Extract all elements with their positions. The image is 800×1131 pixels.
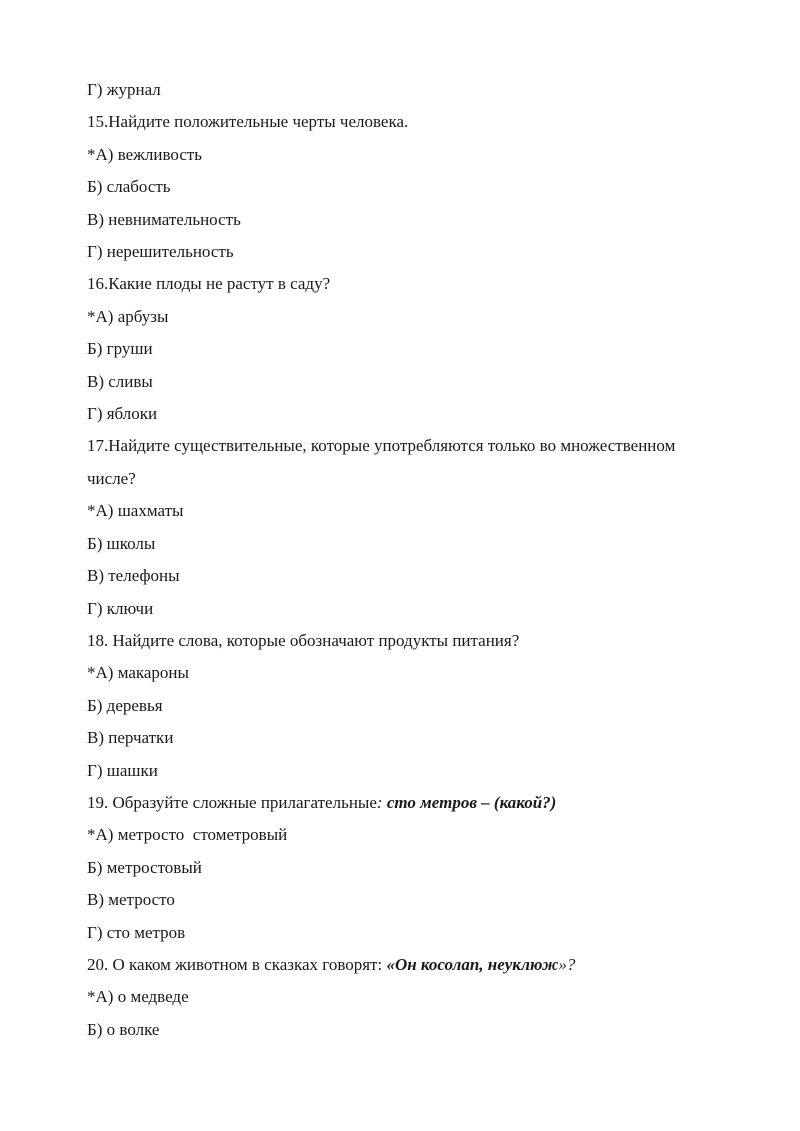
answer-option: Г) ключи bbox=[87, 598, 154, 618]
answer-option: *А) арбузы bbox=[87, 306, 169, 326]
document-content bbox=[87, 74, 767, 1046]
answer-option: Б) слабость bbox=[87, 177, 171, 197]
answer-option: *А) шахматы bbox=[87, 501, 184, 521]
question-19-text: 19. Образуйте сложные прилагательные bbox=[87, 792, 377, 812]
question-17-line-2: числе? bbox=[87, 468, 136, 488]
question-15: 15.Найдите положительные черты человека. bbox=[87, 112, 409, 132]
answer-option: Г) журнал bbox=[87, 80, 161, 99]
answer-option: В) перчатки bbox=[87, 728, 174, 748]
answer-option: В) сливы bbox=[87, 371, 153, 391]
question-20-text: 20. О каком животном в сказках говорят: bbox=[87, 954, 387, 974]
answer-option: Б) о волке bbox=[87, 1019, 160, 1039]
question-17-line-1: 17.Найдите существительные, которые употребляются только во множественном bbox=[87, 436, 676, 456]
question-20-suffix: »? bbox=[558, 954, 576, 974]
answer-option: Б) деревья bbox=[87, 695, 163, 715]
answer-option: *А) о медведе bbox=[87, 987, 189, 1007]
answer-option: В) телефоны bbox=[87, 566, 180, 586]
answer-option: Г) нерешительность bbox=[87, 242, 234, 262]
question-18: 18. Найдите слова, которые обозначают продукты питания? bbox=[87, 630, 520, 650]
question-19-emphasis: сто метров – (какой?) bbox=[386, 792, 557, 812]
answer-option: *А) вежливость bbox=[87, 144, 203, 164]
question-20-emphasis: «Он косолап, неуклюж bbox=[386, 954, 559, 974]
question-19 bbox=[87, 787, 767, 819]
question-16: 16.Какие плоды не растут в саду? bbox=[87, 274, 331, 294]
answer-option: Б) груши bbox=[87, 339, 153, 359]
answer-option: В) метросто bbox=[87, 890, 175, 910]
answer-option: Б) школы bbox=[87, 533, 156, 553]
answer-option: *А) метросто стометровый bbox=[87, 825, 288, 845]
question-20 bbox=[87, 949, 767, 981]
answer-option: В) невнимательность bbox=[87, 209, 241, 229]
answer-option: Г) яблоки bbox=[87, 404, 158, 424]
answer-option: Г) шашки bbox=[87, 760, 158, 780]
answer-option: Б) метростовый bbox=[87, 857, 202, 877]
answer-option: Г) сто метров bbox=[87, 922, 186, 942]
question-19-colon: : bbox=[376, 792, 387, 812]
answer-option: *А) макароны bbox=[87, 663, 189, 683]
